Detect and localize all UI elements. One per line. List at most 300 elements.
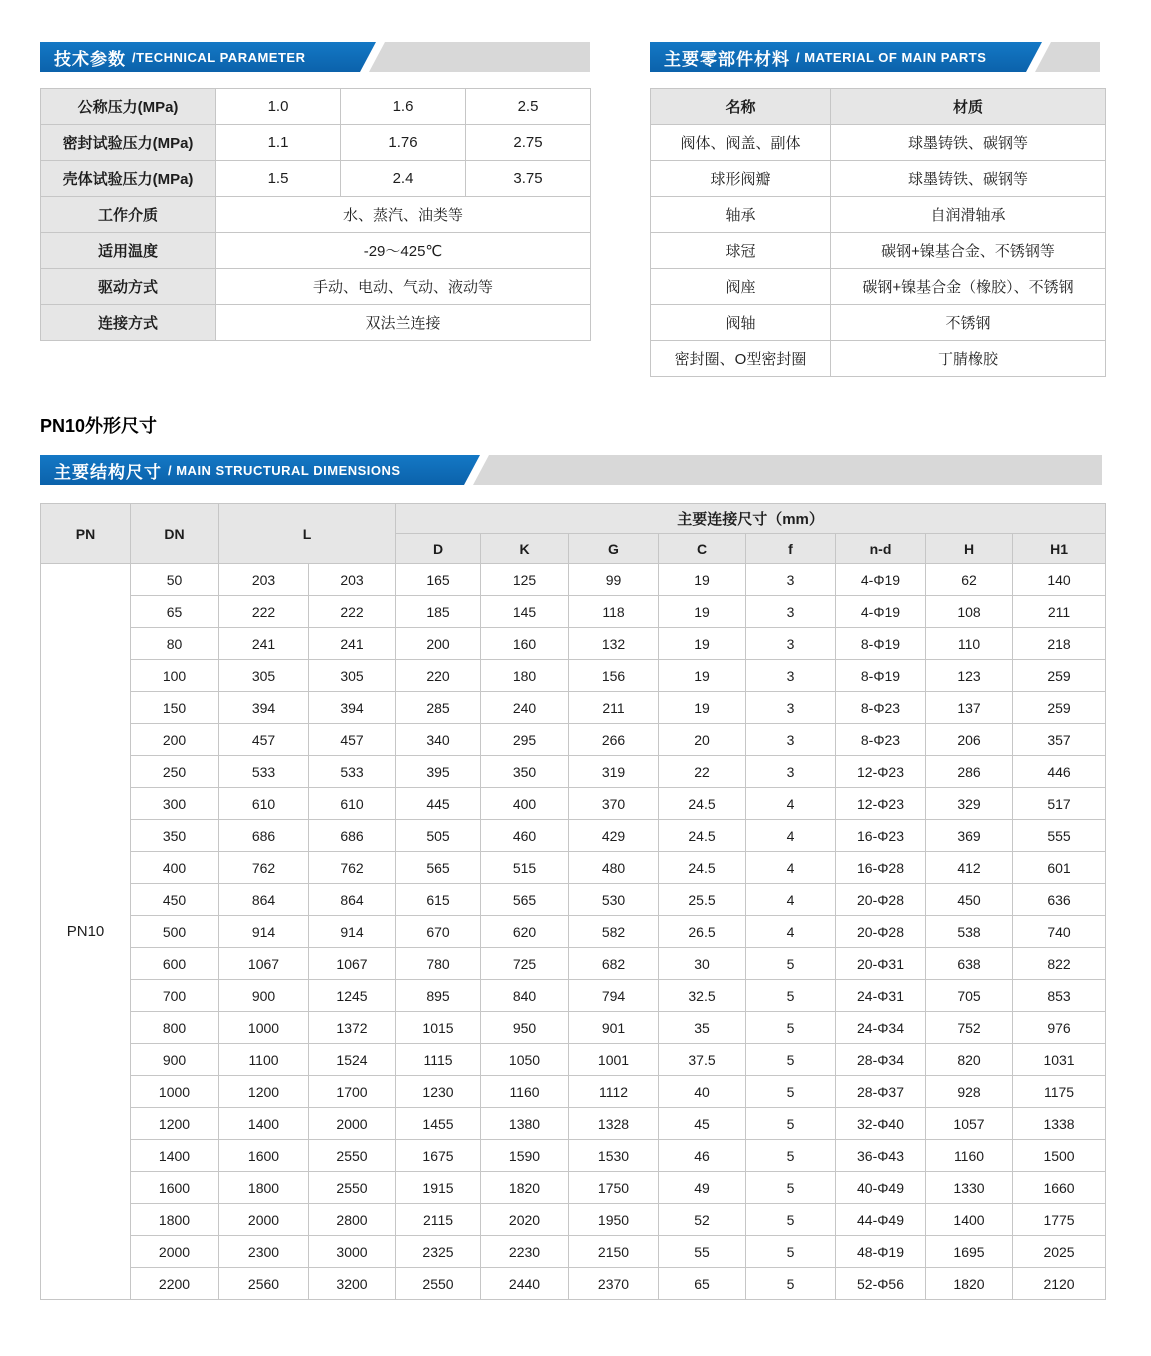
table-row xyxy=(41,1108,1106,1140)
table-cell: 1.5 xyxy=(216,161,341,197)
title-zh: 技术参数 xyxy=(54,49,126,69)
table-cell: 1160 xyxy=(926,1140,1013,1172)
material-cell: 球墨铸铁、碳钢等 xyxy=(831,161,1106,197)
table-cell: 5 xyxy=(746,1108,836,1140)
table-cell: 1800 xyxy=(219,1172,309,1204)
table-cell: 1750 xyxy=(569,1172,659,1204)
table-cell: 1455 xyxy=(396,1108,481,1140)
table-row xyxy=(651,197,1106,233)
table-row xyxy=(41,948,1106,980)
table-cell: 350 xyxy=(481,756,569,788)
table-cell: 1600 xyxy=(219,1140,309,1172)
table-cell: 24.5 xyxy=(659,852,746,884)
material-of-main-parts-table xyxy=(650,88,1106,377)
table-cell: 533 xyxy=(219,756,309,788)
table-cell: 914 xyxy=(309,916,396,948)
table-cell: 620 xyxy=(481,916,569,948)
table-cell: 853 xyxy=(1013,980,1106,1012)
table-cell: 914 xyxy=(219,916,309,948)
table-cell: 185 xyxy=(396,596,481,628)
material-cell: 碳钢+镍基合金、不锈钢等 xyxy=(831,233,1106,269)
table-cell: 180 xyxy=(481,660,569,692)
table-cell: 555 xyxy=(1013,820,1106,852)
row-label: 驱动方式 xyxy=(41,269,216,305)
table-cell: 20-Φ28 xyxy=(836,916,926,948)
structural-dimensions-table xyxy=(40,503,1106,1300)
table-cell: 24.5 xyxy=(659,820,746,852)
table-cell: 2000 xyxy=(219,1204,309,1236)
table-cell: 19 xyxy=(659,564,746,596)
table-row xyxy=(41,820,1106,852)
table-cell: 1372 xyxy=(309,1012,396,1044)
part-name-cell: 球形阀瓣 xyxy=(651,161,831,197)
table-cell: 双法兰连接 xyxy=(216,305,591,341)
table-cell: 3 xyxy=(746,756,836,788)
table-cell: 1800 xyxy=(131,1204,219,1236)
table-row xyxy=(41,756,1106,788)
table-cell: 259 xyxy=(1013,660,1106,692)
table-row xyxy=(41,1140,1106,1172)
table-cell: 211 xyxy=(1013,596,1106,628)
technical-parameter-header-bar xyxy=(40,42,590,72)
table-row xyxy=(41,660,1106,692)
table-cell: 水、蒸汽、油类等 xyxy=(216,197,591,233)
table-cell: 682 xyxy=(569,948,659,980)
table-cell: 52 xyxy=(659,1204,746,1236)
table-cell: 1524 xyxy=(309,1044,396,1076)
table-row xyxy=(41,1172,1106,1204)
table-cell: 1660 xyxy=(1013,1172,1106,1204)
table-cell: 5 xyxy=(746,1268,836,1300)
part-name-cell: 密封圈、O型密封圈 xyxy=(651,341,831,377)
table-cell: 2325 xyxy=(396,1236,481,1268)
title-en: / MAIN STRUCTURAL DIMENSIONS xyxy=(168,462,401,478)
table-cell: 49 xyxy=(659,1172,746,1204)
table-cell: 1100 xyxy=(219,1044,309,1076)
table-cell: 手动、电动、气动、液动等 xyxy=(216,269,591,305)
table-cell: 2440 xyxy=(481,1268,569,1300)
table-cell: 20-Φ31 xyxy=(836,948,926,980)
table-cell: 1950 xyxy=(569,1204,659,1236)
table-cell: 2000 xyxy=(309,1108,396,1140)
table-cell: 52-Φ56 xyxy=(836,1268,926,1300)
title-zh: 主要零部件材料 xyxy=(664,49,790,69)
table-cell: 40 xyxy=(659,1076,746,1108)
table-cell: 211 xyxy=(569,692,659,724)
table-cell: 4 xyxy=(746,820,836,852)
table-cell: 1000 xyxy=(131,1076,219,1108)
table-cell: 400 xyxy=(481,788,569,820)
table-cell: 2150 xyxy=(569,1236,659,1268)
table-cell: 48-Φ19 xyxy=(836,1236,926,1268)
table-cell: 928 xyxy=(926,1076,1013,1108)
table-cell: 1200 xyxy=(131,1108,219,1140)
table-header-row xyxy=(41,504,1106,534)
table-cell: 357 xyxy=(1013,724,1106,756)
table-cell: 222 xyxy=(219,596,309,628)
table-cell: 1200 xyxy=(219,1076,309,1108)
table-cell: 2800 xyxy=(309,1204,396,1236)
table-cell: 1050 xyxy=(481,1044,569,1076)
table-cell: 2.4 xyxy=(341,161,466,197)
table-cell: 206 xyxy=(926,724,1013,756)
table-cell: 200 xyxy=(131,724,219,756)
table-cell: 266 xyxy=(569,724,659,756)
row-label: 密封试验压力(MPa) xyxy=(41,125,216,161)
table-cell: 1.0 xyxy=(216,89,341,125)
table-row xyxy=(41,852,1106,884)
table-cell: 285 xyxy=(396,692,481,724)
table-cell: 725 xyxy=(481,948,569,980)
table-cell: 900 xyxy=(131,1044,219,1076)
table-cell: 820 xyxy=(926,1044,1013,1076)
table-cell: 864 xyxy=(219,884,309,916)
table-cell: 65 xyxy=(659,1268,746,1300)
table-cell: 123 xyxy=(926,660,1013,692)
table-cell: 5 xyxy=(746,1172,836,1204)
table-cell: 565 xyxy=(481,884,569,916)
table-cell: 446 xyxy=(1013,756,1106,788)
table-cell: 445 xyxy=(396,788,481,820)
table-cell: 140 xyxy=(1013,564,1106,596)
table-cell: 370 xyxy=(569,788,659,820)
table-cell: 2120 xyxy=(1013,1268,1106,1300)
table-cell: 2.75 xyxy=(466,125,591,161)
table-cell: 601 xyxy=(1013,852,1106,884)
table-cell: 99 xyxy=(569,564,659,596)
table-row xyxy=(41,692,1106,724)
table-cell: 780 xyxy=(396,948,481,980)
table-cell: 1380 xyxy=(481,1108,569,1140)
table-cell: 1695 xyxy=(926,1236,1013,1268)
table-cell: 241 xyxy=(309,628,396,660)
table-cell: 582 xyxy=(569,916,659,948)
table-cell: 24.5 xyxy=(659,788,746,820)
table-cell: 19 xyxy=(659,692,746,724)
table-cell: 300 xyxy=(131,788,219,820)
table-cell: 5 xyxy=(746,1044,836,1076)
table-cell: 1820 xyxy=(926,1268,1013,1300)
table-cell: 394 xyxy=(309,692,396,724)
table-cell: 259 xyxy=(1013,692,1106,724)
material-header-bar xyxy=(650,42,1100,72)
table-cell: 222 xyxy=(309,596,396,628)
table-cell: 1530 xyxy=(569,1140,659,1172)
table-cell: 145 xyxy=(481,596,569,628)
table-cell: 1400 xyxy=(131,1140,219,1172)
table-cell: 895 xyxy=(396,980,481,1012)
table-row xyxy=(41,596,1106,628)
table-cell: 4-Φ19 xyxy=(836,564,926,596)
table-cell: 740 xyxy=(1013,916,1106,948)
column-header-n-d: n-d xyxy=(836,534,926,564)
table-cell: 1031 xyxy=(1013,1044,1106,1076)
table-cell: 3 xyxy=(746,660,836,692)
table-row xyxy=(41,980,1106,1012)
table-cell: 19 xyxy=(659,596,746,628)
table-cell: 450 xyxy=(926,884,1013,916)
table-cell: 32-Φ40 xyxy=(836,1108,926,1140)
table-cell: 3000 xyxy=(309,1236,396,1268)
table-cell: 203 xyxy=(309,564,396,596)
table-cell: 4 xyxy=(746,916,836,948)
table-cell: 638 xyxy=(926,948,1013,980)
table-cell: 429 xyxy=(569,820,659,852)
table-cell: 55 xyxy=(659,1236,746,1268)
table-cell: 24-Φ31 xyxy=(836,980,926,1012)
table-cell: 50 xyxy=(131,564,219,596)
table-cell: 1057 xyxy=(926,1108,1013,1140)
column-header-g: G xyxy=(569,534,659,564)
row-label: 连接方式 xyxy=(41,305,216,341)
table-cell: 1400 xyxy=(219,1108,309,1140)
table-cell: 36-Φ43 xyxy=(836,1140,926,1172)
table-cell: 1.6 xyxy=(341,89,466,125)
table-cell: 1001 xyxy=(569,1044,659,1076)
table-cell: 5 xyxy=(746,1236,836,1268)
table-cell: 4 xyxy=(746,852,836,884)
table-cell: 3 xyxy=(746,628,836,660)
technical-parameter-title xyxy=(54,42,305,72)
table-cell: 457 xyxy=(309,724,396,756)
table-cell: 752 xyxy=(926,1012,1013,1044)
table-cell: 538 xyxy=(926,916,1013,948)
table-cell: 3.75 xyxy=(466,161,591,197)
table-cell: 2020 xyxy=(481,1204,569,1236)
table-cell: 1.76 xyxy=(341,125,466,161)
table-cell: 457 xyxy=(219,724,309,756)
part-name-cell: 阀体、阀盖、副体 xyxy=(651,125,831,161)
table-row xyxy=(41,269,591,305)
table-cell: 110 xyxy=(926,628,1013,660)
table-row xyxy=(651,341,1106,377)
table-cell: 28-Φ34 xyxy=(836,1044,926,1076)
table-cell: 705 xyxy=(926,980,1013,1012)
table-row xyxy=(651,233,1106,269)
table-cell: 62 xyxy=(926,564,1013,596)
table-cell: 1700 xyxy=(309,1076,396,1108)
table-cell: 533 xyxy=(309,756,396,788)
table-cell: 218 xyxy=(1013,628,1106,660)
table-cell: 4 xyxy=(746,788,836,820)
table-cell: 515 xyxy=(481,852,569,884)
table-cell: 16-Φ23 xyxy=(836,820,926,852)
material-cell: 丁腈橡胶 xyxy=(831,341,1106,377)
table-row xyxy=(41,89,591,125)
title-en: / MATERIAL OF MAIN PARTS xyxy=(796,49,987,65)
row-label: 适用温度 xyxy=(41,233,216,269)
table-cell: 319 xyxy=(569,756,659,788)
column-header-h1: H1 xyxy=(1013,534,1106,564)
table-cell: 28-Φ37 xyxy=(836,1076,926,1108)
table-cell: 901 xyxy=(569,1012,659,1044)
table-cell: 3 xyxy=(746,724,836,756)
table-cell: 2300 xyxy=(219,1236,309,1268)
table-cell: 2370 xyxy=(569,1268,659,1300)
table-row xyxy=(651,125,1106,161)
table-cell: 565 xyxy=(396,852,481,884)
column-header-f: f xyxy=(746,534,836,564)
table-cell: 840 xyxy=(481,980,569,1012)
table-row xyxy=(41,305,591,341)
table-cell: 1115 xyxy=(396,1044,481,1076)
table-cell: 30 xyxy=(659,948,746,980)
column-group-header-connection-dims: 主要连接尺寸（mm） xyxy=(396,504,1106,534)
table-cell: 12-Φ23 xyxy=(836,788,926,820)
table-cell: 800 xyxy=(131,1012,219,1044)
table-cell: 45 xyxy=(659,1108,746,1140)
table-cell: 1330 xyxy=(926,1172,1013,1204)
structural-dimensions-header-bar xyxy=(40,455,1102,485)
material-cell: 碳钢+镍基合金（橡胶）、不锈钢 xyxy=(831,269,1106,305)
table-cell: 46 xyxy=(659,1140,746,1172)
table-cell: 1600 xyxy=(131,1172,219,1204)
table-cell: 686 xyxy=(309,820,396,852)
table-row xyxy=(41,628,1106,660)
table-row xyxy=(41,884,1106,916)
table-cell: 2560 xyxy=(219,1268,309,1300)
table-cell: 460 xyxy=(481,820,569,852)
structural-dimensions-title xyxy=(54,455,401,485)
table-cell: 615 xyxy=(396,884,481,916)
table-cell: 8-Φ19 xyxy=(836,628,926,660)
table-row xyxy=(41,1236,1106,1268)
table-row xyxy=(41,233,591,269)
table-cell: 240 xyxy=(481,692,569,724)
table-cell: 150 xyxy=(131,692,219,724)
table-cell: 1675 xyxy=(396,1140,481,1172)
table-cell: 600 xyxy=(131,948,219,980)
part-name-cell: 球冠 xyxy=(651,233,831,269)
table-cell: 1775 xyxy=(1013,1204,1106,1236)
table-row xyxy=(41,1044,1106,1076)
table-cell: 19 xyxy=(659,660,746,692)
material-cell: 自润滑轴承 xyxy=(831,197,1106,233)
table-cell: 5 xyxy=(746,1012,836,1044)
column-header-h: H xyxy=(926,534,1013,564)
table-cell: 505 xyxy=(396,820,481,852)
part-name-cell: 轴承 xyxy=(651,197,831,233)
table-cell: 762 xyxy=(309,852,396,884)
table-cell: 20 xyxy=(659,724,746,756)
table-cell: 40-Φ49 xyxy=(836,1172,926,1204)
table-cell: 369 xyxy=(926,820,1013,852)
table-cell: 329 xyxy=(926,788,1013,820)
part-name-cell: 阀座 xyxy=(651,269,831,305)
table-cell: 1328 xyxy=(569,1108,659,1140)
table-cell: 12-Φ23 xyxy=(836,756,926,788)
pn10-dimensions-title: PN10外形尺寸 xyxy=(40,416,158,436)
table-row xyxy=(651,161,1106,197)
table-cell: 5 xyxy=(746,948,836,980)
table-cell: 125 xyxy=(481,564,569,596)
table-cell: 8-Φ23 xyxy=(836,724,926,756)
table-cell: 610 xyxy=(219,788,309,820)
table-row xyxy=(41,788,1106,820)
material-cell: 球墨铸铁、碳钢等 xyxy=(831,125,1106,161)
table-cell: 2115 xyxy=(396,1204,481,1236)
table-cell: 3200 xyxy=(309,1268,396,1300)
table-row xyxy=(41,916,1106,948)
table-cell: 340 xyxy=(396,724,481,756)
table-row xyxy=(651,305,1106,341)
table-cell: 1.1 xyxy=(216,125,341,161)
table-cell: 976 xyxy=(1013,1012,1106,1044)
table-cell: 1175 xyxy=(1013,1076,1106,1108)
table-cell: 2.5 xyxy=(466,89,591,125)
table-cell: 137 xyxy=(926,692,1013,724)
table-cell: 794 xyxy=(569,980,659,1012)
table-cell: 35 xyxy=(659,1012,746,1044)
table-cell: 26.5 xyxy=(659,916,746,948)
table-cell: 80 xyxy=(131,628,219,660)
table-cell: 200 xyxy=(396,628,481,660)
table-cell: 8-Φ23 xyxy=(836,692,926,724)
table-cell: 100 xyxy=(131,660,219,692)
table-cell: 220 xyxy=(396,660,481,692)
table-cell: 1067 xyxy=(309,948,396,980)
table-cell: 20-Φ28 xyxy=(836,884,926,916)
table-cell: 5 xyxy=(746,980,836,1012)
table-cell: 822 xyxy=(1013,948,1106,980)
table-cell: 305 xyxy=(309,660,396,692)
table-row xyxy=(41,1268,1106,1300)
table-cell: 1000 xyxy=(219,1012,309,1044)
table-cell: 2550 xyxy=(309,1140,396,1172)
table-cell: 108 xyxy=(926,596,1013,628)
table-cell: 250 xyxy=(131,756,219,788)
table-cell: 2550 xyxy=(309,1172,396,1204)
table-cell: 1067 xyxy=(219,948,309,980)
column-header-material: 材质 xyxy=(831,89,1106,125)
table-cell: 132 xyxy=(569,628,659,660)
table-cell: 37.5 xyxy=(659,1044,746,1076)
table-cell: 864 xyxy=(309,884,396,916)
table-cell: 950 xyxy=(481,1012,569,1044)
row-label: 壳体试验压力(MPa) xyxy=(41,161,216,197)
table-cell: 530 xyxy=(569,884,659,916)
technical-parameter-table xyxy=(40,88,591,341)
table-cell: 1112 xyxy=(569,1076,659,1108)
table-cell: 1338 xyxy=(1013,1108,1106,1140)
material-cell: 不锈钢 xyxy=(831,305,1106,341)
table-cell: -29～425℃ xyxy=(216,233,591,269)
table-cell: 2230 xyxy=(481,1236,569,1268)
table-cell: 5 xyxy=(746,1204,836,1236)
table-cell: 395 xyxy=(396,756,481,788)
table-cell: 65 xyxy=(131,596,219,628)
table-row xyxy=(41,564,1106,596)
table-cell: 1915 xyxy=(396,1172,481,1204)
table-cell: 8-Φ19 xyxy=(836,660,926,692)
table-cell: 480 xyxy=(569,852,659,884)
table-cell: 203 xyxy=(219,564,309,596)
table-cell: 16-Φ28 xyxy=(836,852,926,884)
table-row xyxy=(41,1012,1106,1044)
pn-series-label: PN10 xyxy=(41,564,131,1300)
table-cell: 610 xyxy=(309,788,396,820)
table-cell: 2025 xyxy=(1013,1236,1106,1268)
table-row xyxy=(41,197,591,233)
table-cell: 25.5 xyxy=(659,884,746,916)
table-cell: 1230 xyxy=(396,1076,481,1108)
column-header-k: K xyxy=(481,534,569,564)
table-cell: 24-Φ34 xyxy=(836,1012,926,1044)
table-cell: 5 xyxy=(746,1076,836,1108)
table-cell: 517 xyxy=(1013,788,1106,820)
table-cell: 400 xyxy=(131,852,219,884)
table-cell: 350 xyxy=(131,820,219,852)
